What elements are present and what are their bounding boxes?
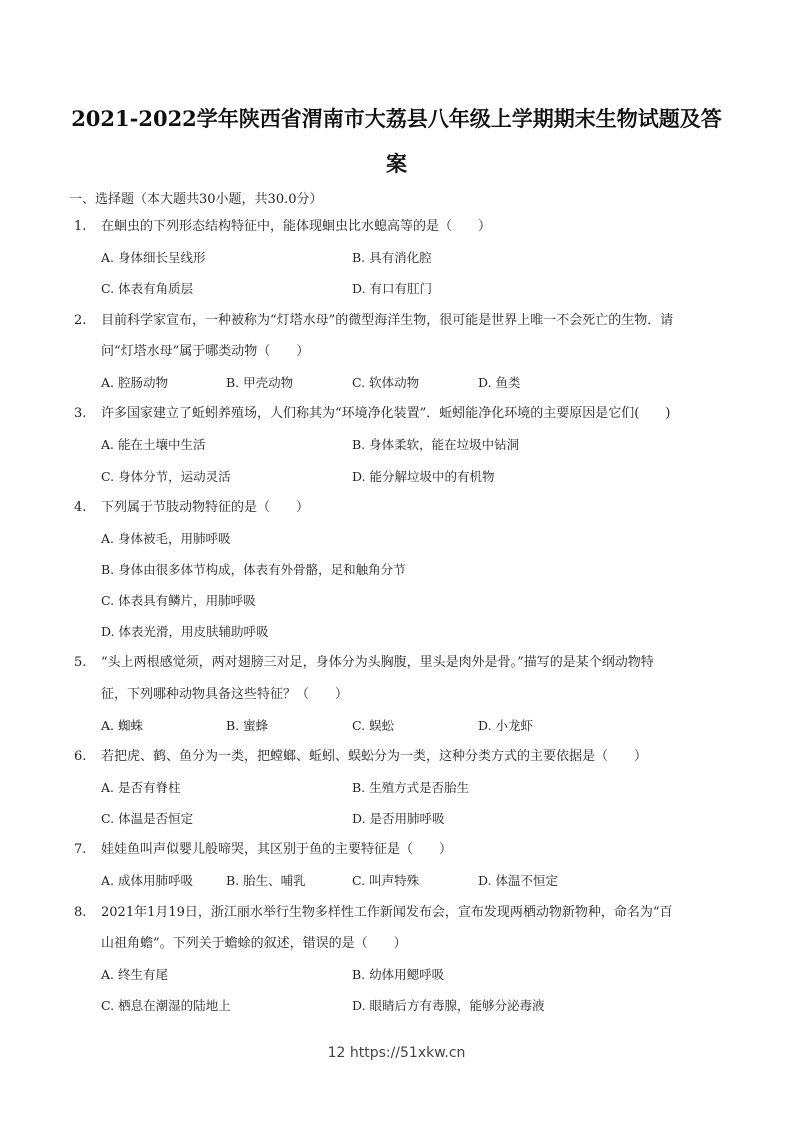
question-1-number: 1. [74,219,87,234]
question-5-option-d: D. 小龙虾 [478,718,534,733]
question-5-text-line2: 征，下列哪种动物具备这些特征？（ ） [101,687,349,702]
question-1-option-a: A. 身体细长呈线形 [101,250,206,265]
question-3-option-d: D. 能分解垃圾中的有机物 [352,469,495,484]
question-7-option-a: A. 成体用肺呼吸 [101,873,193,888]
question-7-text: 娃娃鱼叫声似婴儿般啼哭，其区别于鱼的主要特征是（ ） [101,842,453,857]
question-8-number: 8. [74,905,87,920]
question-2-text-line2: 问“灯塔水母”属于哪类动物（ ） [101,344,310,359]
question-8-text-line1: 2021年1月19日，浙江丽水举行生物多样性工作新闻发布会，宣布发现两栖动物新物种，命名为“百 [101,905,673,920]
question-2-number: 2. [74,313,87,328]
document-title-line1: 2021-2022学年陕西省渭南市大荔县八年级上学期期末生物试题及答 [71,106,722,131]
question-6-text: 若把虎、鹤、鱼分为一类，把螳螂、蚯蚓、蜈蚣分为一类，这种分类方式的主要依据是（ ） [101,749,648,764]
question-7-option-b: B. 胎生、哺乳 [226,873,306,888]
question-6-option-b: B. 生殖方式是否胎生 [352,780,470,795]
question-4-option-a: A. 身体被毛，用肺呼吸 [101,531,231,546]
question-6-option-a: A. 是否有脊柱 [101,780,181,795]
question-8-text-line2: 山祖角蟾”。下列关于蟾蜍的叙述，错误的是（ ） [101,936,407,951]
question-3-option-b: B. 身体柔软，能在垃圾中钻洞 [352,437,520,452]
question-3-option-c: C. 身体分节，运动灵活 [101,469,231,484]
question-4-number: 4. [74,500,87,515]
question-2-option-c: C. 软体动物 [352,375,420,390]
question-2-option-b: B. 甲壳动物 [226,375,294,390]
question-1-text: 在蛔虫的下列形态结构特征中，能体现蛔虫比水螅高等的是（ ） [101,219,492,234]
question-5-option-c: C. 蜈蚣 [352,718,395,733]
question-5-text-line1: “头上两根感觉须，两对翅膀三对足，身体分为头胸腹，里头是肉外是骨。”描写的是某个纲动物特 [101,655,654,670]
question-2-option-a: A. 腔肠动物 [101,375,168,390]
question-4-text: 下列属于节肢动物特征的是（ ） [101,500,310,515]
question-6-option-d: D. 是否用肺呼吸 [352,811,445,826]
question-8-option-d: D. 眼睛后方有毒腺，能够分泌毒液 [352,998,545,1013]
document-title-line2: 案 [386,151,407,176]
question-4-option-d: D. 体表光滑，用皮肤辅助呼吸 [101,624,269,639]
question-1-option-d: D. 有口有肛门 [352,281,433,296]
question-2-text-line1: 目前科学家宣布，一种被称为“灯塔水母”的微型海洋生物，很可能是世界上唯一不会死亡的生物．请 [101,313,674,328]
question-1-option-b: B. 具有消化腔 [352,250,432,265]
question-5-option-b: B. 蜜蜂 [226,718,269,733]
question-3-number: 3. [74,406,87,421]
question-4-option-b: B. 身体由很多体节构成，体表有外骨骼，足和触角分节 [101,562,406,577]
question-8-option-a: A. 终生有尾 [101,967,168,982]
question-2-option-d: D. 鱼类 [478,375,521,390]
question-1-option-c: C. 体表有角质层 [101,281,194,296]
question-6-number: 6. [74,749,87,764]
question-6-option-c: C. 体温是否恒定 [101,811,194,826]
question-7-option-d: D. 体温不恒定 [478,873,559,888]
section-heading: 一、选择题（本大题共30小题，共30.0分） [69,192,323,207]
question-7-number: 7. [74,842,87,857]
question-3-option-a: A. 能在土壤中生活 [101,437,206,452]
question-8-option-b: B. 幼体用鳃呼吸 [352,967,445,982]
question-5-option-a: A. 蜘蛛 [101,718,143,733]
page-footer: 12 https://51xkw.cn [327,1045,466,1061]
question-3-text: 许多国家建立了蚯蚓养殖场，人们称其为“环境净化装置”．蚯蚓能净化环境的主要原因是它们( ) [101,406,671,421]
question-8-option-c: C. 栖息在潮湿的陆地上 [101,998,231,1013]
question-4-option-c: C. 体表具有鳞片，用肺呼吸 [101,593,256,608]
question-5-number: 5. [74,655,87,670]
question-7-option-c: C. 叫声特殊 [352,873,420,888]
